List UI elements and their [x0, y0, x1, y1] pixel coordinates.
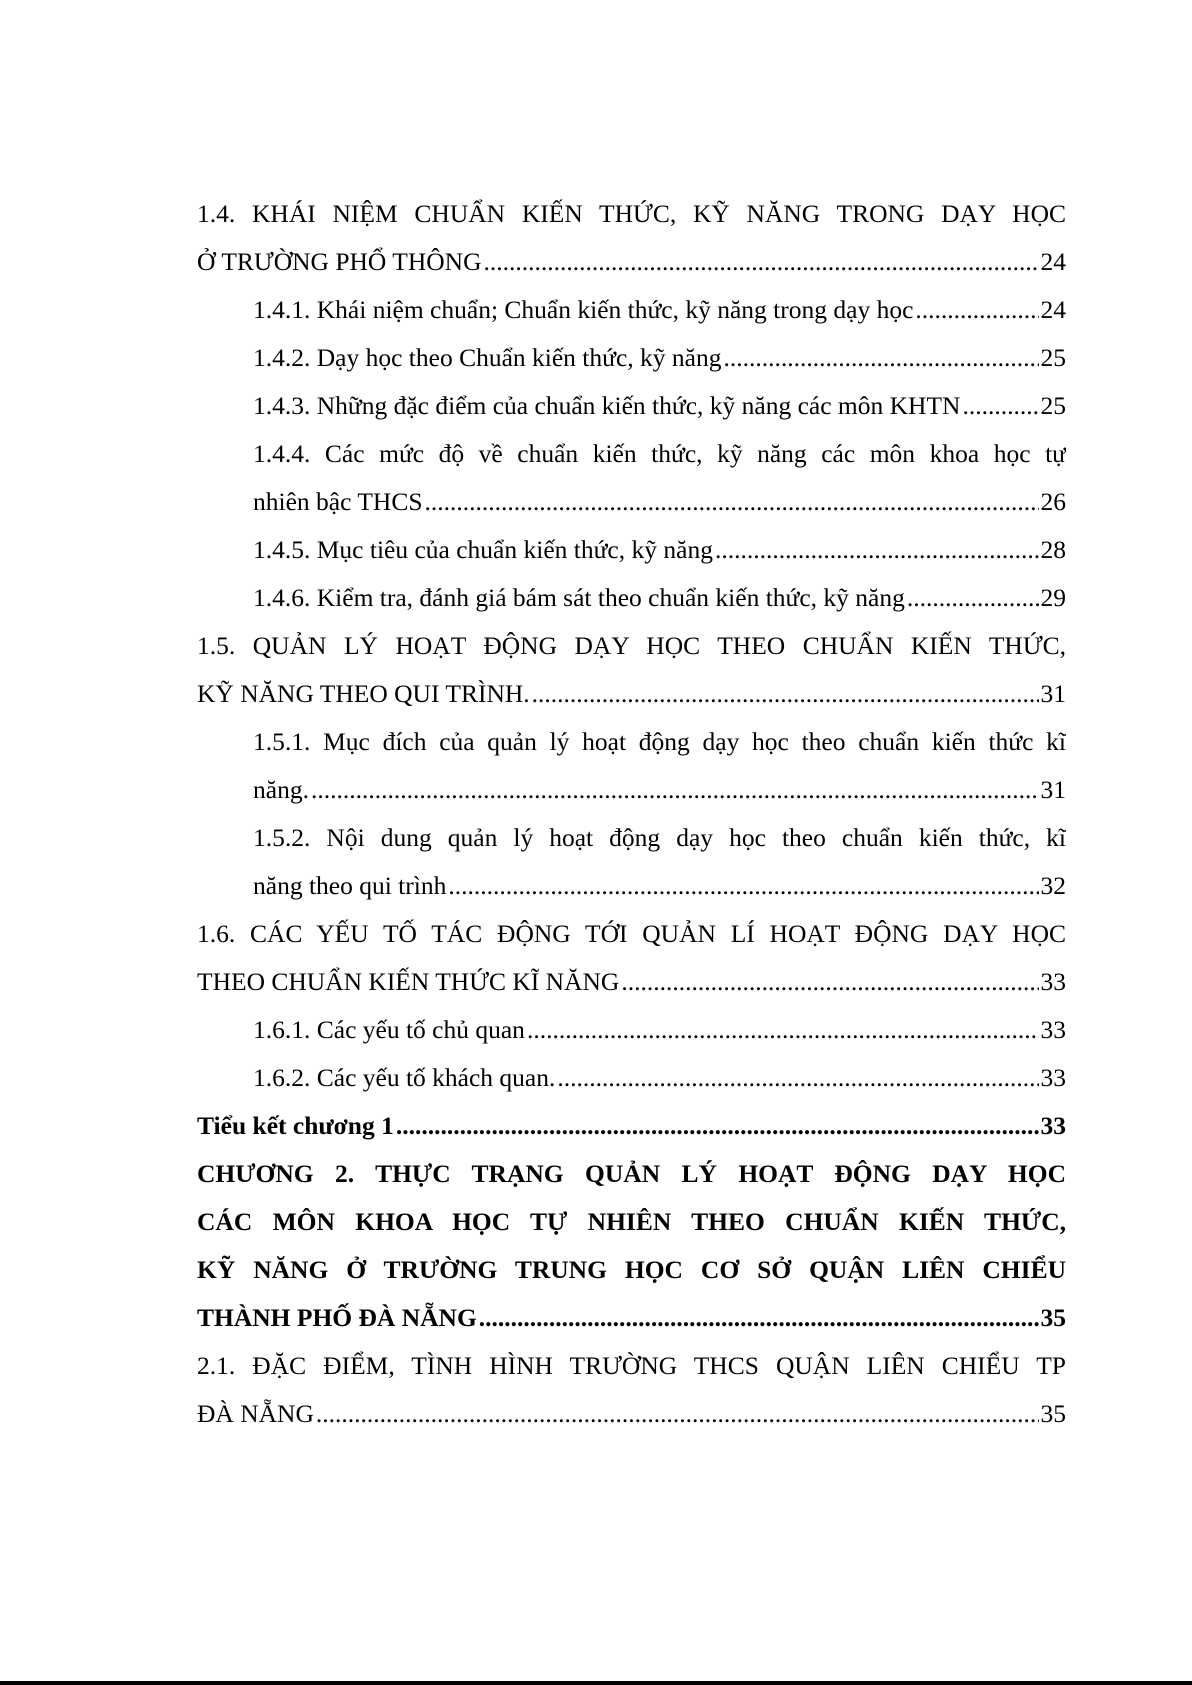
toc-entry-chuong-2[interactable] [197, 1294, 1066, 1342]
toc-entry-1-4-4-line1: 1.4.4. Các mức độ về chuẩn kiến thức, kỹ năng các môn khoa học tự [253, 439, 1066, 468]
dot-leader [532, 670, 1039, 718]
toc-entry-1-4-3[interactable] [197, 382, 1066, 430]
toc-entry-1-4-4[interactable] [197, 478, 1066, 526]
toc-entry-text: năng. [253, 775, 309, 804]
toc-entry-1-4-2[interactable] [197, 334, 1066, 382]
toc-page-number: 35 [1040, 1303, 1066, 1332]
toc-entry-text: 1.6.1. Các yếu tố chủ quan [253, 1015, 525, 1044]
toc-page-number: 31 [1040, 775, 1066, 804]
dot-leader [527, 1006, 1039, 1054]
page-bottom-edge [0, 1681, 1192, 1685]
toc-entry-1-5-1[interactable] [197, 766, 1066, 814]
toc-entry-2-1[interactable] [197, 1390, 1066, 1438]
toc-entry-chuong-2-line1: CHƯƠNG 2. THỰC TRẠNG QUẢN LÝ HOẠT ĐỘNG DẠY HỌC [197, 1159, 1066, 1188]
toc-page-number: 33 [1040, 1111, 1066, 1140]
toc-entry-1-4[interactable] [197, 238, 1066, 286]
toc-entry-chuong-2-line2: CÁC MÔN KHOA HỌC TỰ NHIÊN THEO CHUẨN KIẾN THỨC, [197, 1207, 1066, 1236]
toc-entry-tieu-ket-chuong-1[interactable] [197, 1102, 1066, 1150]
dot-leader [557, 1054, 1038, 1102]
toc-entry-text: THÀNH PHỐ ĐÀ NẴNG [197, 1303, 477, 1332]
toc-entry-text: Ở TRƯỜNG PHỔ THÔNG [197, 247, 482, 276]
dot-leader [962, 382, 1038, 430]
toc-page-number: 32 [1040, 871, 1066, 900]
toc-entry-1-5-1-line1: 1.5.1. Mục đích của quản lý hoạt động dạy học theo chuẩn kiến thức kĩ [253, 727, 1066, 756]
toc-entry-1-5[interactable] [197, 670, 1066, 718]
dot-leader [316, 1390, 1039, 1438]
toc-entry-text: THEO CHUẨN KIẾN THỨC KĨ NĂNG [197, 967, 620, 996]
toc-page-number: 24 [1040, 295, 1066, 324]
dot-leader [907, 574, 1039, 622]
toc-page-number: 26 [1040, 487, 1066, 516]
toc-entry-1-4-line1: 1.4. KHÁI NIỆM CHUẨN KIẾN THỨC, KỸ NĂNG TRONG DẠY HỌC [197, 199, 1066, 228]
toc-entry-text: Tiểu kết chương 1 [197, 1111, 394, 1140]
dot-leader [723, 334, 1038, 382]
toc-entry-text: 1.4.6. Kiểm tra, đánh giá bám sát theo chuẩn kiến thức, kỹ năng [253, 583, 905, 612]
dot-leader [483, 238, 1038, 286]
toc-entry-text: KỸ NĂNG THEO QUI TRÌNH. [197, 679, 530, 708]
toc-entry-1-4-1[interactable] [197, 286, 1066, 334]
toc-entry-1-6-2[interactable] [197, 1054, 1066, 1102]
toc-page-number: 28 [1040, 535, 1066, 564]
dot-leader [425, 478, 1039, 526]
toc-entry-1-5-2-line1: 1.5.2. Nội dung quản lý hoạt động dạy học theo chuẩn kiến thức, kĩ [253, 823, 1066, 852]
dot-leader [621, 958, 1038, 1006]
toc-entry-chuong-2-line3: KỸ NĂNG Ở TRƯỜNG TRUNG HỌC CƠ SỞ QUẬN LIÊN CHIỂU [197, 1255, 1066, 1284]
toc-page-number: 31 [1040, 679, 1066, 708]
toc-entry-1-5-2[interactable] [197, 862, 1066, 910]
dot-leader [311, 766, 1039, 814]
toc-entry-text: nhiên bậc THCS [253, 487, 423, 516]
toc-entry-1-6[interactable] [197, 958, 1066, 1006]
toc-page-number: 33 [1040, 967, 1066, 996]
toc-entry-text: năng theo qui trình [253, 871, 447, 900]
toc-entry-text: 1.6.2. Các yếu tố khách quan. [253, 1063, 556, 1092]
toc-entry-1-5-line1: 1.5. QUẢN LÝ HOẠT ĐỘNG DẠY HỌC THEO CHUẨN KIẾN THỨC, [197, 631, 1066, 660]
toc-page-number: 29 [1040, 583, 1066, 612]
toc-page-number: 25 [1040, 343, 1066, 372]
dot-leader [396, 1102, 1039, 1150]
toc-entry-1-6-line1: 1.6. CÁC YẾU TỐ TÁC ĐỘNG TỚI QUẢN LÍ HOẠT ĐỘNG DẠY HỌC [197, 919, 1066, 948]
toc-page-number: 33 [1040, 1063, 1066, 1092]
toc-entry-1-4-6[interactable] [197, 574, 1066, 622]
toc-entry-text: ĐÀ NẴNG [197, 1399, 314, 1428]
dot-leader [448, 862, 1038, 910]
toc-entry-text: 1.4.3. Những đặc điểm của chuẩn kiến thức, kỹ năng các môn KHTN [253, 391, 961, 420]
toc-entry-text: 1.4.2. Dạy học theo Chuẩn kiến thức, kỹ năng [253, 343, 722, 372]
dot-leader [715, 526, 1039, 574]
toc-entry-2-1-line1: 2.1. ĐẶC ĐIỂM, TÌNH HÌNH TRƯỜNG THCS QUẬN LIÊN CHIỂU TP [197, 1351, 1066, 1380]
toc-entry-1-4-5[interactable] [197, 526, 1066, 574]
table-of-contents [197, 190, 1066, 1438]
toc-entry-text: 1.4.5. Mục tiêu của chuẩn kiến thức, kỹ năng [253, 535, 713, 564]
toc-entry-text: 1.4.1. Khái niệm chuẩn; Chuẩn kiến thức, kỹ năng trong dạy học [253, 295, 914, 324]
toc-page-number: 25 [1040, 391, 1066, 420]
toc-page-number: 35 [1040, 1399, 1066, 1428]
dot-leader [915, 286, 1038, 334]
toc-entry-1-6-1[interactable] [197, 1006, 1066, 1054]
toc-page-number: 33 [1040, 1015, 1066, 1044]
toc-page-number: 24 [1040, 247, 1066, 276]
dot-leader [479, 1294, 1039, 1342]
